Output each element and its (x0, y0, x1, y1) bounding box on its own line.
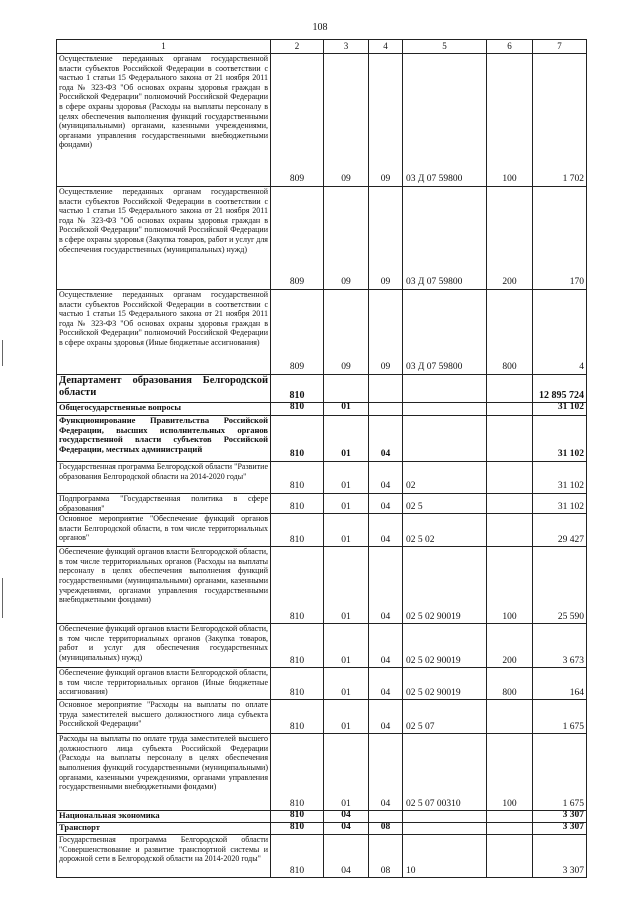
row-subsection-code: 08 (369, 823, 403, 835)
row-section-code: 04 (324, 835, 369, 878)
row-section-code: 01 (324, 462, 369, 494)
row-description: Расходы на выплаты по оплате труда заместителей высшего должностного лица субъекта Российской Федерации (Расходы на выплаты персоналу в целях обеспечения выполнения функций государственными (муниципальными) органами, казенными учреждениями, органами управления государственными внебюджетными фондами) (57, 734, 271, 811)
row-description: Функционирование Правительства Российской Федерации, высших исполнительных органов государственной власти субъектов Российской Федерации, местных администраций (57, 416, 271, 462)
table-row (57, 462, 587, 494)
row-expense-type: 100 (487, 547, 533, 624)
row-ministry-code: 810 (271, 403, 324, 416)
row-amount: 170 (533, 187, 587, 290)
row-subsection-code: 04 (369, 462, 403, 494)
row-target-article: 02 5 02 (403, 514, 487, 547)
table-row (57, 54, 587, 187)
row-amount: 25 590 (533, 547, 587, 624)
row-ministry-code: 810 (271, 462, 324, 494)
scan-edge-mark (2, 578, 3, 618)
row-section-code: 04 (324, 811, 369, 823)
table-row (57, 514, 587, 547)
row-description: Обеспечение функций органов власти Белгородской области, в том числе территориальных органов (Закупка товаров, работ и услуг для обеспечения государственных (муниципальных) нужд) (57, 624, 271, 668)
row-ministry-code: 810 (271, 835, 324, 878)
row-subsection-code: 04 (369, 668, 403, 700)
row-description: Основное мероприятие "Обеспечение функций органов власти Белгородской области, в том числе территориальных органов" (57, 514, 271, 547)
column-header-row (57, 40, 587, 54)
column-header: 7 (533, 40, 587, 54)
row-subsection-code: 04 (369, 547, 403, 624)
table-row (57, 494, 587, 514)
row-target-article: 02 (403, 462, 487, 494)
row-section-code: 09 (324, 187, 369, 290)
page-number: 108 (312, 22, 328, 33)
row-expense-type: 200 (487, 624, 533, 668)
row-subsection-code: 04 (369, 624, 403, 668)
row-target-article: 02 5 (403, 494, 487, 514)
row-amount: 164 (533, 668, 587, 700)
row-expense-type (487, 416, 533, 462)
row-section-code: 01 (324, 624, 369, 668)
table-body (57, 54, 587, 878)
row-expense-type (487, 494, 533, 514)
row-amount: 1 702 (533, 54, 587, 187)
row-expense-type: 800 (487, 290, 533, 375)
column-header: 4 (369, 40, 403, 54)
row-expense-type (487, 514, 533, 547)
row-ministry-code: 810 (271, 811, 324, 823)
row-description: Государственная программа Белгородской области "Совершенствование и развитие транспортной системы и дорожной сети в Белгородской области на 2014-2020 годы" (57, 835, 271, 878)
row-expense-type (487, 700, 533, 734)
row-expense-type: 100 (487, 54, 533, 187)
row-ministry-code: 810 (271, 700, 324, 734)
row-ministry-code: 809 (271, 290, 324, 375)
row-target-article (403, 823, 487, 835)
row-expense-type (487, 835, 533, 878)
row-subsection-code (369, 375, 403, 403)
row-section-code: 01 (324, 416, 369, 462)
row-subsection-code: 09 (369, 187, 403, 290)
table-row (57, 187, 587, 290)
column-header: 6 (487, 40, 533, 54)
row-amount: 1 675 (533, 734, 587, 811)
table-row (57, 811, 587, 823)
table-row (57, 668, 587, 700)
table-row (57, 403, 587, 416)
table-row (57, 624, 587, 668)
column-header: 5 (403, 40, 487, 54)
row-expense-type (487, 462, 533, 494)
scan-edge-mark (2, 340, 3, 366)
row-amount: 4 (533, 290, 587, 375)
table-row (57, 835, 587, 878)
row-section-code: 01 (324, 547, 369, 624)
row-target-article (403, 403, 487, 416)
row-target-article: 10 (403, 835, 487, 878)
row-ministry-code: 810 (271, 668, 324, 700)
column-header: 3 (324, 40, 369, 54)
row-amount: 3 307 (533, 835, 587, 878)
row-ministry-code: 810 (271, 547, 324, 624)
row-ministry-code: 810 (271, 823, 324, 835)
column-header: 1 (57, 40, 271, 54)
row-target-article: 03 Д 07 59800 (403, 54, 487, 187)
row-target-article: 02 5 07 (403, 700, 487, 734)
row-description: Основное мероприятие "Расходы на выплаты по оплате труда заместителей высшего должностного лица субъекта Российской Федерации" (57, 700, 271, 734)
row-subsection-code: 04 (369, 514, 403, 547)
row-amount: 3 307 (533, 823, 587, 835)
row-target-article: 02 5 07 00310 (403, 734, 487, 811)
row-ministry-code: 810 (271, 514, 324, 547)
table-row (57, 416, 587, 462)
table-row (57, 290, 587, 375)
row-expense-type: 800 (487, 668, 533, 700)
row-section-code: 01 (324, 514, 369, 547)
row-subsection-code: 09 (369, 54, 403, 187)
row-expense-type (487, 811, 533, 823)
row-description: Транспорт (57, 823, 271, 835)
row-description: Департамент образования Белгородской области (57, 375, 271, 403)
row-amount: 31 102 (533, 403, 587, 416)
row-section-code (324, 375, 369, 403)
row-subsection-code: 04 (369, 416, 403, 462)
row-target-article: 02 5 02 90019 (403, 624, 487, 668)
row-expense-type: 100 (487, 734, 533, 811)
table-row (57, 734, 587, 811)
row-section-code: 04 (324, 823, 369, 835)
row-description: Осуществление переданных органам государственной власти субъектов Российской Федерации в соответствии с частью 1 статьи 15 Федерального закона от 21 ноября 2011 года № 323-ФЗ "Об основах охраны здоровья граждан в Российской Федерации" полномочий Российской Федерации в сфере охраны здоровья (Закупка товаров, работ и услуг для обеспечения государственных (муниципальных) нужд) (57, 187, 271, 290)
row-subsection-code: 04 (369, 734, 403, 811)
row-section-code: 01 (324, 734, 369, 811)
row-description: Национальная экономика (57, 811, 271, 823)
row-amount: 31 102 (533, 462, 587, 494)
row-section-code: 09 (324, 290, 369, 375)
row-amount: 3 673 (533, 624, 587, 668)
row-amount: 1 675 (533, 700, 587, 734)
row-description: Обеспечение функций органов власти Белгородской области, в том числе территориальных органов (Иные бюджетные ассигнования) (57, 668, 271, 700)
row-ministry-code: 810 (271, 494, 324, 514)
row-subsection-code: 04 (369, 700, 403, 734)
row-section-code: 01 (324, 403, 369, 416)
table-row (57, 375, 587, 403)
row-expense-type: 200 (487, 187, 533, 290)
row-expense-type (487, 823, 533, 835)
row-expense-type (487, 375, 533, 403)
row-ministry-code: 810 (271, 375, 324, 403)
row-target-article: 02 5 02 90019 (403, 668, 487, 700)
row-amount: 12 895 724 (533, 375, 587, 403)
row-section-code: 01 (324, 668, 369, 700)
row-ministry-code: 810 (271, 416, 324, 462)
table-row (57, 547, 587, 624)
row-target-article (403, 416, 487, 462)
row-section-code: 01 (324, 494, 369, 514)
row-description: Осуществление переданных органам государственной власти субъектов Российской Федерации в соответствии с частью 1 статьи 15 Федерального закона от 21 ноября 2011 года № 323-ФЗ "Об основах охраны здоровья граждан в Российской Федерации" полномочий Российской Федерации в сфере охраны здоровья (Расходы на выплаты персоналу в целях обеспечения выполнения функций государственными (муниципальными) органами, казенными учреждениями, органами управления государственными внебюджетными фондами) (57, 54, 271, 187)
row-description: Осуществление переданных органам государственной власти субъектов Российской Федерации в соответствии с частью 1 статьи 15 Федерального закона от 21 ноября 2011 года № 323-ФЗ "Об основах охраны здоровья граждан в Российской Федерации" полномочий Российской Федерации в сфере охраны здоровья (Иные бюджетные ассигнования) (57, 290, 271, 375)
row-target-article: 03 Д 07 59800 (403, 187, 487, 290)
row-expense-type (487, 403, 533, 416)
table-row (57, 700, 587, 734)
table-row (57, 823, 587, 835)
row-description: Государственная программа Белгородской области "Развитие образования Белгородской области на 2014-2020 годы" (57, 462, 271, 494)
row-ministry-code: 809 (271, 187, 324, 290)
row-subsection-code (369, 811, 403, 823)
row-target-article: 02 5 02 90019 (403, 547, 487, 624)
row-amount: 31 102 (533, 494, 587, 514)
row-description: Обеспечение функций органов власти Белгородской области, в том числе территориальных органов (Расходы на выплаты персоналу в целях обеспечения выполнения функций государственными (муниципальными) органами, казенными учреждениями, органами управления государственными внебюджетными фондами) (57, 547, 271, 624)
row-subsection-code: 09 (369, 290, 403, 375)
row-target-article (403, 375, 487, 403)
row-description: Подпрограмма "Государственная политика в сфере образования" (57, 494, 271, 514)
row-target-article (403, 811, 487, 823)
row-ministry-code: 809 (271, 54, 324, 187)
row-amount: 29 427 (533, 514, 587, 547)
budget-table (56, 39, 587, 878)
row-description: Общегосударственные вопросы (57, 403, 271, 416)
row-section-code: 09 (324, 54, 369, 187)
row-subsection-code: 08 (369, 835, 403, 878)
row-amount: 31 102 (533, 416, 587, 462)
row-subsection-code: 04 (369, 494, 403, 514)
row-ministry-code: 810 (271, 624, 324, 668)
row-subsection-code (369, 403, 403, 416)
row-amount: 3 307 (533, 811, 587, 823)
row-ministry-code: 810 (271, 734, 324, 811)
column-header: 2 (271, 40, 324, 54)
row-section-code: 01 (324, 700, 369, 734)
row-target-article: 03 Д 07 59800 (403, 290, 487, 375)
